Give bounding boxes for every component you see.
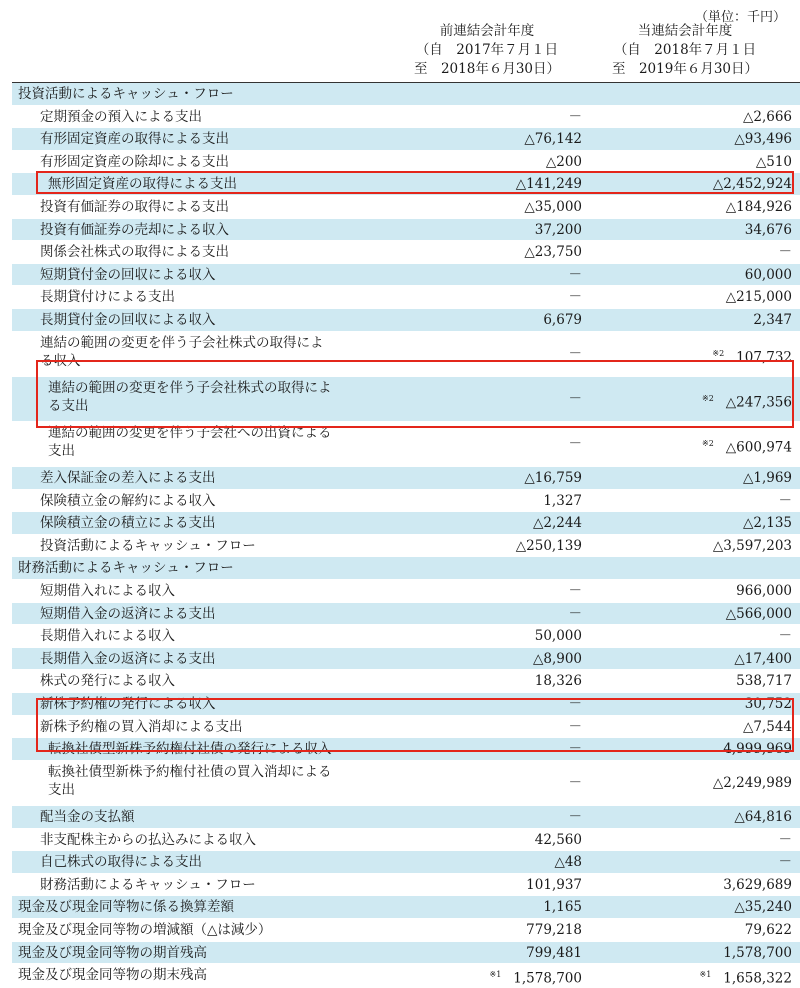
current-year-value <box>743 514 792 532</box>
current-year-value <box>756 153 792 171</box>
value-text: － <box>568 605 582 622</box>
table-row <box>12 580 800 603</box>
current-year-value <box>779 243 793 261</box>
value-text: △141,249 <box>515 176 582 193</box>
value-text: △35,240 <box>734 899 792 916</box>
prior-year-value <box>569 390 583 408</box>
prior-year-value <box>569 605 583 623</box>
note-mark: ※1 <box>489 970 502 980</box>
value-text: △1,969 <box>742 470 792 487</box>
current-year-value <box>723 876 792 894</box>
row-label: 関係会社株式の取得による支出 <box>40 244 229 261</box>
current-year-value <box>736 672 792 690</box>
value-text: － <box>568 108 582 125</box>
value-text: － <box>568 390 582 407</box>
current-year-value <box>734 898 792 916</box>
value-text: △250,139 <box>515 537 582 554</box>
value-text: △215,000 <box>725 289 792 306</box>
period-to: 至 2018年６月30日） <box>413 61 561 77</box>
value-text: 107,732 <box>736 349 792 366</box>
row-label: 定期預金の預入による支出 <box>40 108 202 125</box>
value-text: 6,679 <box>543 311 582 328</box>
current-year-value <box>779 627 793 645</box>
prior-year-value <box>526 921 582 939</box>
note-mark: ※2 <box>701 393 714 403</box>
prior-year-value <box>569 266 583 284</box>
value-text: △510 <box>755 153 792 170</box>
row-label: 短期借入金の返済による支出 <box>40 605 216 622</box>
value-text: 30,752 <box>744 696 792 713</box>
unit-note: （単位：千円） <box>694 10 786 25</box>
table-row <box>12 806 800 829</box>
value-text: － <box>778 244 792 261</box>
period-from: （自 2017年７月１日 <box>415 42 559 58</box>
table-row <box>12 173 800 196</box>
row-label: 投資活動によるキャッシュ・フロー <box>18 86 234 102</box>
row-label: 無形固定資産の取得による支出 <box>48 176 237 193</box>
value-text: － <box>568 774 582 791</box>
table-row <box>12 83 800 106</box>
row-label: 保険積立金の解約による収入 <box>40 492 216 509</box>
row-label: 転換社債型新株予約権付社債の買入消却による 支出 <box>48 763 332 798</box>
row-label: 現金及び現金同等物に係る換算差額 <box>18 899 234 916</box>
table-row <box>12 942 800 965</box>
prior-year-value <box>569 582 583 600</box>
prior-year-value <box>569 808 583 826</box>
prior-year-value <box>543 898 582 916</box>
row-label: 有形固定資産の除却による支出 <box>40 153 229 170</box>
prior-year-value <box>489 966 582 988</box>
value-text: 50,000 <box>534 628 582 645</box>
prior-year-value <box>569 718 583 736</box>
value-text: △566,000 <box>725 605 792 622</box>
prior-year-value <box>524 198 582 216</box>
value-text: △2,249,989 <box>712 774 792 791</box>
value-text: △93,496 <box>734 131 792 148</box>
current-year-value <box>713 175 792 193</box>
table-row <box>12 693 800 716</box>
value-text: － <box>568 289 582 306</box>
table-row <box>12 738 800 761</box>
value-text: － <box>568 696 582 713</box>
value-text: △184,926 <box>725 198 792 215</box>
period-to: 至 2019年６月30日） <box>611 61 759 77</box>
value-text: 966,000 <box>736 583 792 600</box>
value-text: △2,666 <box>742 108 792 125</box>
value-text: 799,481 <box>526 944 582 961</box>
prior-year-value <box>569 695 583 713</box>
row-label: 投資有価証券の取得による支出 <box>40 198 229 215</box>
current-year-value <box>702 390 792 412</box>
prior-year-value <box>516 175 582 193</box>
row-label: 有形固定資産の取得による支出 <box>40 131 229 148</box>
prior-year-value <box>524 243 582 261</box>
current-year-value <box>745 266 792 284</box>
table-row <box>12 467 800 490</box>
table-row <box>12 196 800 219</box>
value-text: － <box>568 435 582 452</box>
value-text: － <box>778 831 792 848</box>
value-text: △7,544 <box>742 718 792 735</box>
current-year-value <box>713 537 792 555</box>
row-label: 長期借入れによる収入 <box>40 628 175 645</box>
current-year-value <box>779 831 793 849</box>
value-text: △48 <box>554 854 582 871</box>
value-text: 1,165 <box>543 899 582 916</box>
value-text: － <box>778 628 792 645</box>
value-text: 2,347 <box>753 311 792 328</box>
current-year-value <box>702 435 792 457</box>
value-text: 1,578,700 <box>723 944 792 961</box>
row-label: 財務活動によるキャッシュ・フロー <box>40 876 256 893</box>
row-label: 連結の範囲の変更を伴う子会社株式の取得によ る収入 <box>40 334 324 369</box>
row-label: 非支配株主からの払込みによる収入 <box>40 831 256 848</box>
value-text: 779,218 <box>526 921 582 938</box>
row-label: 新株予約権の買入消却による支出 <box>40 718 243 735</box>
table-row <box>12 625 800 648</box>
prior-year-value <box>535 672 582 690</box>
row-label: 連結の範囲の変更を伴う子会社株式の取得によ る支出 <box>48 379 332 414</box>
current-year-value <box>745 221 792 239</box>
value-text: △35,000 <box>524 198 582 215</box>
prior-year-value <box>524 469 582 487</box>
row-label: 長期貸付金の回収による収入 <box>40 311 216 328</box>
row-label: 長期貸付けによる支出 <box>40 289 175 306</box>
row-label: 短期貸付金の回収による収入 <box>40 266 216 283</box>
value-text: △2,135 <box>742 515 792 532</box>
prior-year-value <box>516 537 582 555</box>
value-text: △2,244 <box>532 515 582 532</box>
current-year-value <box>743 718 792 736</box>
value-text: △64,816 <box>734 809 792 825</box>
row-label: 株式の発行による収入 <box>40 673 175 690</box>
prior-year-value <box>569 345 583 363</box>
prior-year-value <box>569 774 583 792</box>
prior-year-value <box>526 944 582 962</box>
column-header-prior-year <box>392 22 582 79</box>
prior-year-value <box>535 627 582 645</box>
table-row <box>12 670 800 693</box>
current-year-value <box>734 130 792 148</box>
table-row <box>12 919 800 942</box>
row-label: 新株予約権の発行による収入 <box>40 696 216 713</box>
prior-year-value <box>526 876 582 894</box>
table-row <box>12 309 800 332</box>
row-label: 差入保証金の差入による支出 <box>40 470 216 487</box>
prior-year-value <box>535 831 582 849</box>
row-label: 短期借入れによる収入 <box>40 583 175 600</box>
value-text: △23,750 <box>524 244 582 261</box>
row-label: 現金及び現金同等物の期末残高 <box>18 967 207 984</box>
value-text: 1,578,700 <box>513 970 582 987</box>
current-year-value <box>723 944 792 962</box>
column-header-current-year <box>590 22 780 79</box>
row-label: 長期借入金の返済による支出 <box>40 650 216 667</box>
table-row <box>12 603 800 626</box>
table-row <box>12 241 800 264</box>
table-row <box>12 422 800 467</box>
prior-year-value <box>569 288 583 306</box>
value-text: 34,676 <box>744 221 792 238</box>
value-text: △247,356 <box>725 394 792 411</box>
row-label: 現金及び現金同等物の増減額（△は減少） <box>18 921 272 938</box>
cash-flow-table <box>12 83 800 987</box>
value-text: － <box>568 741 582 758</box>
value-text: 37,200 <box>534 221 582 238</box>
current-year-value <box>745 921 792 939</box>
table-row <box>12 264 800 287</box>
value-text: 538,717 <box>736 673 792 690</box>
prior-year-value <box>543 311 582 329</box>
value-text: － <box>778 492 792 509</box>
note-mark: ※2 <box>701 438 714 448</box>
column-title: 前連結会計年度 <box>439 23 535 39</box>
value-text: △17,400 <box>734 650 792 667</box>
value-text: 60,000 <box>744 266 792 283</box>
value-text: 1,327 <box>543 492 582 509</box>
value-text: △8,900 <box>532 650 582 667</box>
current-year-value <box>726 198 792 216</box>
table-row <box>12 377 800 422</box>
value-text: 3,629,689 <box>723 876 792 893</box>
prior-year-value <box>524 130 582 148</box>
row-label: 配当金の支払額 <box>40 809 135 825</box>
value-text: － <box>568 345 582 362</box>
value-text: △16,759 <box>524 470 582 487</box>
value-text: 42,560 <box>534 831 582 848</box>
prior-year-value <box>569 740 583 758</box>
prior-year-value <box>533 650 582 668</box>
value-text: 1,658,322 <box>723 970 792 987</box>
note-mark: ※1 <box>699 970 712 980</box>
table-row <box>12 128 800 151</box>
value-text: － <box>778 854 792 871</box>
value-text: － <box>568 809 582 825</box>
table-row <box>12 964 800 987</box>
value-text: 18,326 <box>534 673 582 690</box>
column-title: 当連結会計年度 <box>637 23 733 39</box>
value-text: 79,622 <box>744 921 792 938</box>
table-row <box>12 716 800 739</box>
row-label: 投資有価証券の売却による収入 <box>40 221 229 238</box>
row-label: 連結の範囲の変更を伴う子会社への出資による 支出 <box>48 424 332 459</box>
table-row <box>12 874 800 897</box>
table-row <box>12 851 800 874</box>
table-row <box>12 490 800 513</box>
table-row <box>12 557 800 580</box>
table-row <box>12 512 800 535</box>
value-text: 101,937 <box>526 876 582 893</box>
current-year-value <box>699 966 792 988</box>
value-text: 4,999,969 <box>723 741 792 758</box>
row-label: 財務活動によるキャッシュ・フロー <box>18 560 234 577</box>
current-year-value <box>734 650 792 668</box>
row-label: 自己株式の取得による支出 <box>40 854 202 871</box>
table-row <box>12 535 800 558</box>
value-text: － <box>568 583 582 600</box>
table-row <box>12 286 800 309</box>
prior-year-value <box>546 153 582 171</box>
period-from: （自 2018年７月１日 <box>613 42 757 58</box>
table-row <box>12 151 800 174</box>
current-year-value <box>723 740 792 758</box>
value-text: △76,142 <box>524 131 582 148</box>
table-row <box>12 896 800 919</box>
table-row <box>12 219 800 242</box>
value-text: － <box>568 266 582 283</box>
table-row <box>12 106 800 129</box>
current-year-value <box>734 808 792 826</box>
current-year-value <box>743 108 792 126</box>
row-label: 転換社債型新株予約権付社債の発行による収入 <box>48 741 332 758</box>
current-year-value <box>726 605 792 623</box>
current-year-value <box>712 345 792 367</box>
table-row <box>12 829 800 852</box>
current-year-value <box>736 582 792 600</box>
prior-year-value <box>533 514 582 532</box>
prior-year-value <box>554 853 582 871</box>
value-text: △3,597,203 <box>712 537 792 554</box>
row-label: 現金及び現金同等物の期首残高 <box>18 944 207 961</box>
value-text: △200 <box>545 153 582 170</box>
table-row <box>12 648 800 671</box>
current-year-value <box>779 853 793 871</box>
value-text: △2,452,924 <box>712 176 792 193</box>
prior-year-value <box>543 492 582 510</box>
table-row <box>12 332 800 377</box>
current-year-value <box>713 774 792 792</box>
row-label: 投資活動によるキャッシュ・フロー <box>40 537 256 554</box>
current-year-value <box>743 469 792 487</box>
note-mark: ※2 <box>712 348 725 358</box>
prior-year-value <box>569 108 583 126</box>
prior-year-value <box>535 221 582 239</box>
current-year-value <box>779 492 793 510</box>
prior-year-value <box>569 435 583 453</box>
row-label: 保険積立金の積立による支出 <box>40 515 216 532</box>
value-text: － <box>568 718 582 735</box>
current-year-value <box>753 311 792 329</box>
table-row <box>12 761 800 806</box>
current-year-value <box>745 695 792 713</box>
value-text: △600,974 <box>725 439 792 456</box>
current-year-value <box>726 288 792 306</box>
